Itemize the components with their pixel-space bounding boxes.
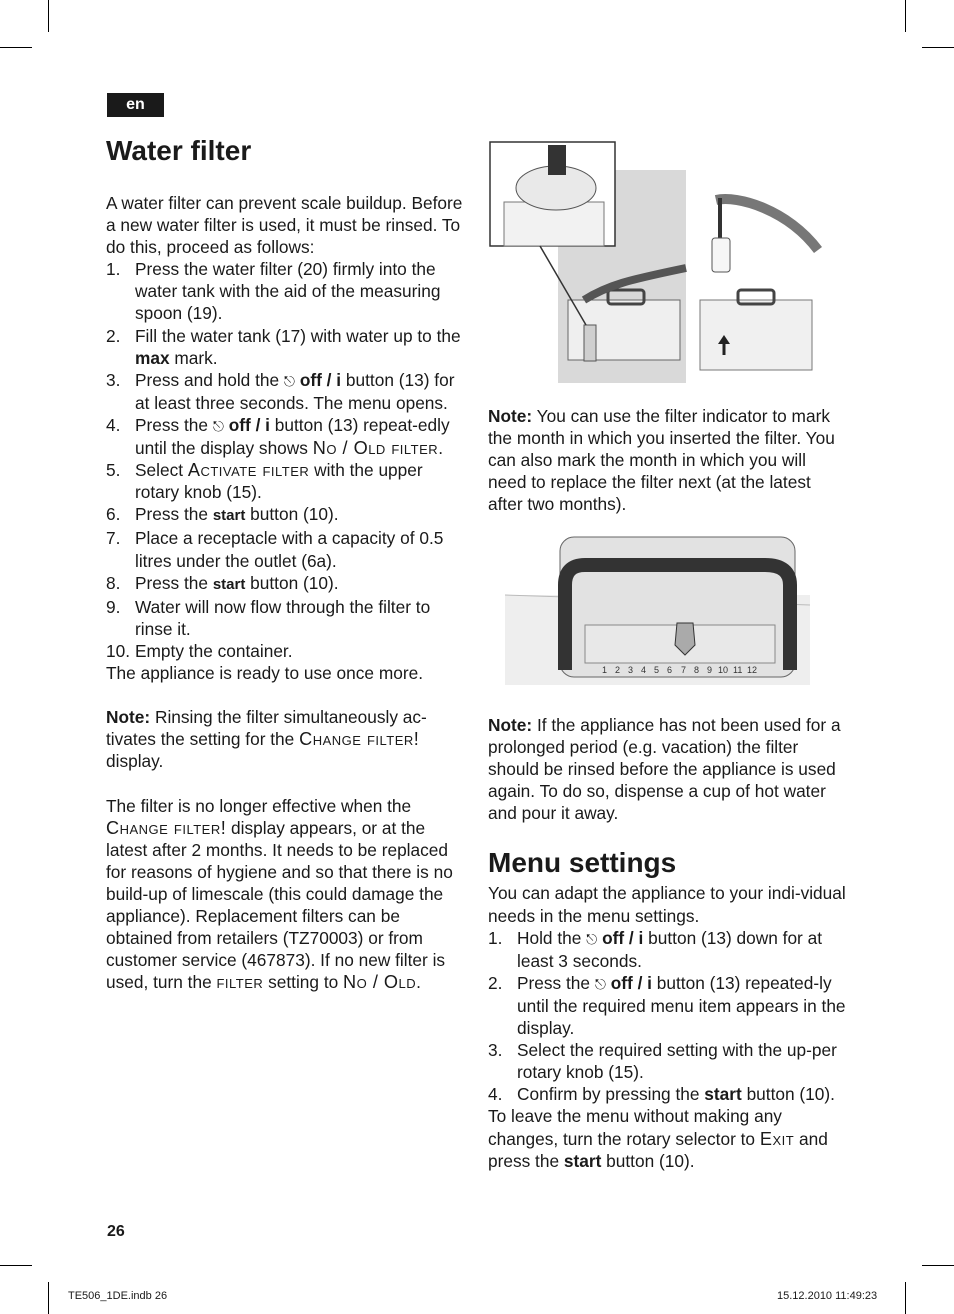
- month-tick: 4: [641, 665, 647, 675]
- month-tick: 8: [694, 665, 700, 675]
- crop-mark: [922, 1265, 954, 1266]
- list-item: 1. Press the water filter (20) firmly into the water tank with the aid of the measuring spoon (19).: [106, 259, 441, 324]
- list-item: 2. Fill the water tank (17) with water up to the max mark.: [106, 325, 461, 368]
- list-item: 9. Water will now flow through the filter to rinse it.: [106, 596, 431, 639]
- list-item: 4. Press the ⎋ off / i button (13) repeat-edly until the display shows No / Old filter.: [106, 414, 450, 459]
- crop-mark: [905, 0, 906, 32]
- right-column-lower: [488, 714, 848, 1172]
- section-title-menu-settings: Menu settings: [488, 847, 677, 879]
- month-tick: 6: [667, 665, 673, 675]
- month-tick: 12: [747, 665, 758, 675]
- crop-mark: [922, 47, 954, 48]
- note-prolonged-period: Note: If the appliance has not been used for a prolonged period (e.g. vacation) the filter should be rinsed before the appliance is used again. To do so, dispense a cup of hot water and pour it away.: [488, 715, 841, 824]
- footer-timestamp: 15.12.2010 11:49:23: [777, 1290, 878, 1302]
- rinse-steps-list: [106, 258, 466, 662]
- power-icon: ⎋: [283, 372, 295, 389]
- note-filter-indicator: Note: You can use the filter indicator to mark the month in which you inserted the filter. You can also mark the month in which you will need to replace the filter next (at the latest after two months).: [488, 406, 835, 515]
- filter-replacement-paragraph: The filter is no longer effective when the Change filter! display appears, or at the latest after 2 months. It needs to be replaced for reasons of hygiene and so that there is no build-up of limescale (this could damage the appliance). Replacement filters can be obtained from retailers (TZ70003) or from customer service (467873). If no new filter is used, turn the filter setting to No / Old.: [106, 795, 453, 993]
- filter-month-indicator-illustration: [505, 535, 810, 685]
- right-column: [488, 405, 848, 515]
- month-tick: 3: [628, 665, 634, 675]
- month-tick: 10: [718, 665, 729, 675]
- list-item: 5. Select Activate filter with the upper rotary knob (15).: [106, 460, 423, 503]
- list-item: 3. Select the required setting with the up-per rotary knob (15).: [488, 1040, 837, 1083]
- power-icon: ⎋: [594, 975, 606, 992]
- power-icon: ⎋: [212, 417, 224, 434]
- list-item: 6. Press the start button (10).: [106, 504, 339, 525]
- list-item: 1. Hold the ⎋ off / i button (13) down for at least 3 seconds.: [488, 927, 823, 971]
- month-tick: 1: [602, 665, 608, 675]
- menu-steps-list: [488, 927, 848, 1106]
- footer-file-info: TE506_1DE.indb 26: [68, 1290, 168, 1302]
- crop-mark: [48, 0, 49, 32]
- ready-paragraph: The appliance is ready to use once more.: [106, 662, 424, 683]
- menu-intro-paragraph: You can adapt the appliance to your indi-vidual needs in the menu settings.: [488, 883, 846, 926]
- crop-mark: [905, 1282, 906, 1314]
- left-column: [106, 134, 466, 993]
- filter-insertion-illustration: [488, 140, 823, 385]
- month-tick: 5: [654, 665, 660, 675]
- leave-menu-paragraph: To leave the menu without making any changes, turn the rotary selector to Exit and press the start button (10).: [488, 1106, 828, 1171]
- month-tick: 9: [707, 665, 713, 675]
- month-tick: 2: [615, 665, 621, 675]
- list-item: 8. Press the start button (10).: [106, 572, 339, 593]
- list-item: 4. Confirm by pressing the start button (10).: [488, 1084, 835, 1105]
- intro-paragraph: A water filter can prevent scale buildup. Before a new water filter is used, it must be rinsed. To do this, proceed as follows:: [106, 193, 463, 258]
- crop-mark: [48, 1282, 49, 1314]
- power-icon: ⎋: [586, 930, 598, 947]
- section-title-water-filter: Water filter: [106, 135, 252, 166]
- crop-mark: [0, 1265, 32, 1266]
- crop-mark: [0, 47, 32, 48]
- list-item: 2. Press the ⎋ off / i button (13) repeated-ly until the required menu item appears in the display.: [488, 972, 846, 1039]
- page-number: 26: [107, 1223, 125, 1240]
- note-rinsing: Note: Rinsing the filter simultaneously ac-tivates the setting for the Change filter! display.: [106, 707, 427, 772]
- list-item: 10. Empty the container.: [106, 640, 293, 661]
- list-item: 7. Place a receptacle with a capacity of 0.5 litres under the outlet (6a).: [106, 528, 444, 571]
- month-tick: 11: [733, 665, 743, 675]
- month-tick: 7: [681, 665, 687, 675]
- list-item: 3. Press and hold the ⎋ off / i button (13) for at least three seconds. The menu opens.: [106, 369, 455, 413]
- language-tab: en: [107, 93, 164, 117]
